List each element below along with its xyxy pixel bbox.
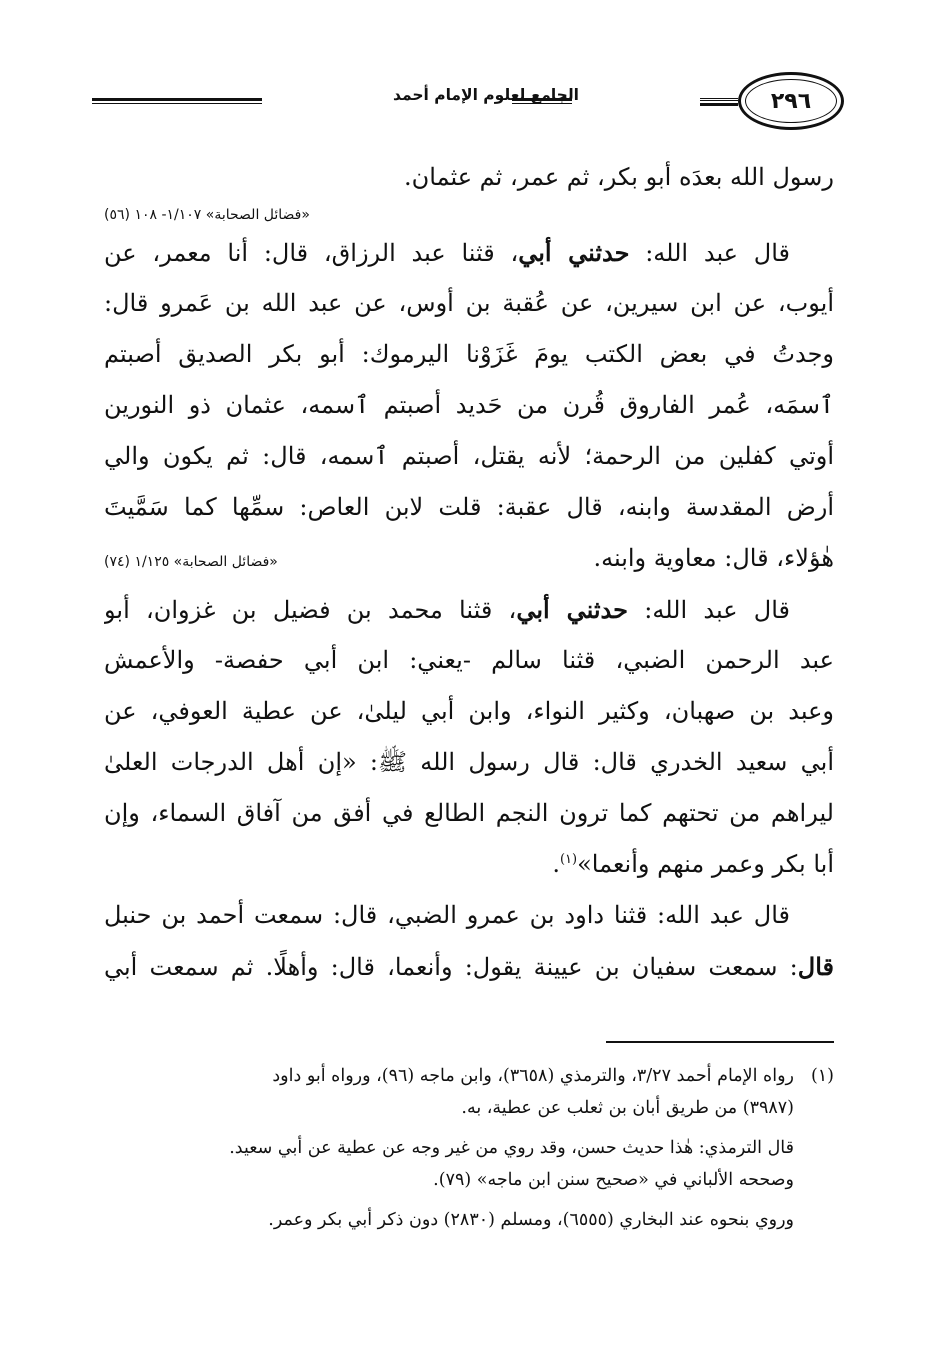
text-line [104, 227, 834, 278]
text-line: قال عبد الله: قثنا داود بن عمرو الضبي، قال: سمعت أحمد بن حنبل [104, 901, 790, 929]
footnote-number: (١) [810, 1066, 834, 1086]
footnote-line: وروي بنحوه عند البخاري (٦٥٥٥)، ومسلم (٢٨٣٠) دون ذكر أبي بكر وعمر. [268, 1210, 794, 1230]
narration-intro: قال عبد الله: [628, 596, 790, 624]
footnote-separator [606, 1041, 834, 1043]
text-line: وعبد بن صهبان، وكثير النواء، وابن أبي ليلىٰ، عن عطية العوفي، عن [104, 697, 834, 725]
footnote-line: قال الترمذي: هٰذا حديث حسن، وقد روي من غير وجه عن عطية عن أبي سعيد. [229, 1138, 794, 1158]
source-reference: «فضائل الصحابة» ١/١٠٧- ١٠٨ (٥٦) [104, 207, 310, 223]
header-rule-right [700, 98, 738, 106]
page-number: ٢٩٦ [770, 88, 812, 114]
header-rule-center [512, 98, 572, 104]
footnote-text: رواه الإمام أحمد ٣/٢٧، والترمذي (٣٦٥٨)، وابن ماجه (٩٦)، ورواه أبو داود [272, 1066, 794, 1086]
text-line: هٰؤلاء، قال: معاوية وابنه. [593, 544, 834, 572]
text-line: عبد الرحمن الضبي، قثنا سالم -يعني: ابن أبي حفصة- والأعمش [104, 646, 834, 674]
footnote-line: (٣٩٨٧) من طريق أبان بن ثعلب عن عطية، به. [461, 1098, 794, 1118]
text-line [104, 941, 834, 992]
footnotes [104, 1060, 834, 1236]
narration-bold: حدثني أبي [518, 238, 630, 267]
hadith-end: أبا بكر وعمر منهم وأنعما» [577, 850, 834, 878]
text-line: أبي سعيد الخدري قال: قال رسول الله ﷺ: «إن أهل الدرجات العلىٰ [104, 748, 834, 776]
page-header [92, 72, 844, 134]
narration-bold: حدثني أبي [516, 595, 628, 624]
footnote-line: وصححه الألباني في «صحيح سنن ابن ماجه» (٧٩). [433, 1170, 794, 1190]
running-title: الجامع لعلوم الإمام أحمد [393, 86, 579, 104]
header-rule-left [92, 98, 262, 104]
main-text [104, 152, 834, 992]
text-line [104, 584, 834, 635]
text-line [104, 839, 834, 890]
text-line: وجدتُ في بعض الكتب يومَ غَزَوْنا اليرموك: أبو بكر الصديق أصبتم [104, 340, 834, 368]
footnote-marker[interactable]: (١) [559, 852, 578, 867]
narration-rest: ، قثنا محمد بن فضيل بن غزوان، أبو [104, 596, 517, 624]
narration-rest: ، قثنا عبد الرزاق، قال: أنا معمر، عن [104, 239, 519, 267]
page-number-ornament [738, 72, 844, 130]
text-line: رسول الله بعدَه أبو بكر، ثم عمر، ثم عثمان. [404, 163, 834, 191]
text-line: أرض المقدسة وابنه، قال عقبة: قلت لابن العاص: سمِّها كما سَمَّيتَ [104, 493, 834, 521]
narration-intro: قال عبد الله: [629, 239, 790, 267]
period: . [552, 850, 560, 878]
source-reference: «فضائل الصحابة» ١/١٢٥ (٧٤) [104, 554, 278, 570]
text-line: ليراهم من تحتهم كما ترون النجم الطالع في أفق من آفاق السماء، وإن [104, 799, 834, 827]
text-line-with-reference [104, 533, 834, 584]
text-line: أوتي كفلين من الرحمة؛ لأنه يقتل، أصبتم ٱسمه، قال: ثم يكون والي [104, 442, 834, 470]
text-line: أيوب، عن ابن سيرين، عن عُقبة بن أوس، عن عبد الله بن عَمرو قال: [104, 289, 834, 317]
text-line: ٱسمَه، عُمر الفاروق قُرن من حَديد أصبتم ٱسمه، عثمان ذو النورين [104, 391, 834, 419]
narration-rest: : سمعت سفيان بن عيينة يقول: وأنعما، قال: وأهلًا. ثم سمعت أبي [104, 953, 798, 981]
footnote-line [104, 1060, 834, 1092]
narration-bold: قال [797, 952, 834, 981]
